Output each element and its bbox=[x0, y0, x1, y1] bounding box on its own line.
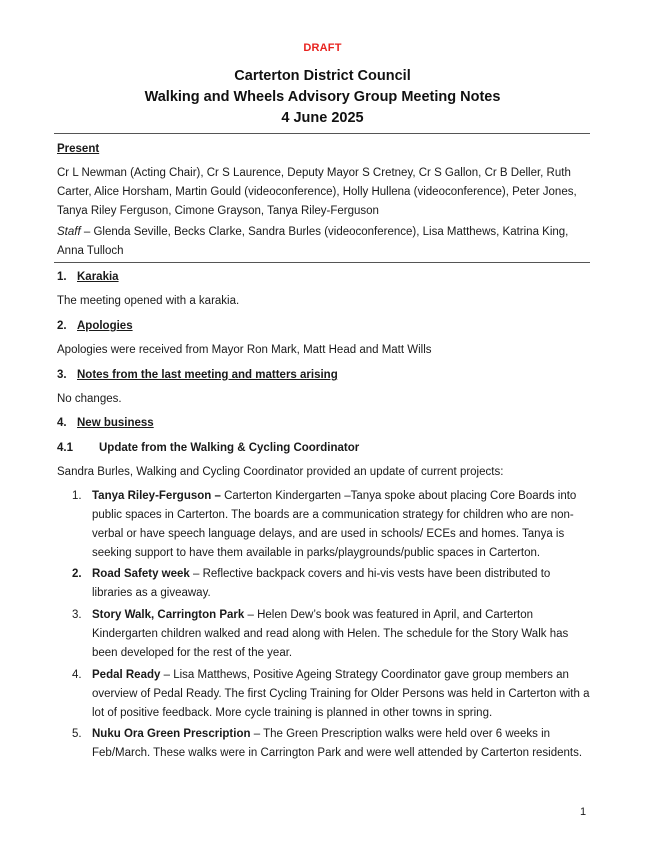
section-heading-apologies: 2. Apologies bbox=[57, 320, 133, 332]
page-number: 1 bbox=[580, 806, 587, 818]
list-item-text: – Lisa Matthews, Positive Ageing Strategy Coordinator gave group members an overview of Pedal Ready. The first Cycling Training for Older Persons was held in Carterton with a lot of positive feedback. More cycle training is planned in other towns in spring. bbox=[92, 669, 590, 719]
divider-top bbox=[54, 133, 590, 134]
list-item-title: Tanya Riley-Ferguson – bbox=[92, 490, 221, 502]
present-heading: Present bbox=[57, 143, 100, 155]
list-item-number: 3. bbox=[72, 609, 82, 621]
staff-list: – Glenda Seville, Becks Clarke, Sandra Burles (videoconference), Lisa Matthews, Katrina King, Anna Tulloch bbox=[57, 226, 569, 257]
document-title bbox=[0, 66, 645, 129]
present-attendees: Cr L Newman (Acting Chair), Cr S Laurence, Deputy Mayor S Cretney, Cr S Gallon, Cr B Deller, Ruth Carter, Alice Horsham, Martin Gould (videoconference), Holly Hullena (videoconference), Peter Jones, Tanya Riley Ferguson, Cimone Grayson, Tanya Riley-Ferguson bbox=[57, 167, 577, 217]
list-item-title: Pedal Ready bbox=[92, 669, 161, 681]
title-date: 4 June 2025 bbox=[281, 110, 364, 126]
list-item bbox=[72, 487, 590, 563]
list-item-number: 5. bbox=[72, 728, 82, 740]
section-heading-notes: 3. Notes from the last meeting and matters arising bbox=[57, 369, 338, 381]
list-item-text: – Reflective backpack covers and hi-vis vests have been distributed to libraries as a giveaway. bbox=[92, 568, 551, 599]
section-body-apologies: Apologies were received from Mayor Ron Mark, Matt Head and Matt Wills bbox=[57, 344, 432, 356]
title-meeting: Walking and Wheels Advisory Group Meeting Notes bbox=[144, 89, 501, 105]
list-item bbox=[72, 725, 590, 763]
section-body-karakia: The meeting opened with a karakia. bbox=[57, 295, 240, 307]
list-item-number: 2. bbox=[72, 568, 82, 580]
list-item-text: Carterton Kindergarten –Tanya spoke about placing Core Boards into public spaces in Carterton. The boards are a communication strategy for children who are non-verbal or have speech language delays, and are used in schools/ ECEs and homes. Tanya is seeking support to have them available in parks/playgrounds/public spaces in Carterton. bbox=[92, 490, 577, 559]
section-body-notes: No changes. bbox=[57, 393, 122, 405]
subsection-heading: 4.1 Update from the Walking & Cycling Coordinator bbox=[57, 442, 360, 454]
section-heading-new-business: 4. New business bbox=[57, 417, 154, 429]
staff-label: Staff bbox=[57, 226, 81, 238]
list-item-title: Story Walk, Carrington Park bbox=[92, 609, 245, 621]
list-item-text: – Helen Dew’s book was featured in April, and Carterton Kindergarten children walked and read along with Helen. The schedule for the Story Walk has been developed for the rest of the year. bbox=[92, 609, 569, 659]
list-item-text: – The Green Prescription walks were held over 6 weeks in Feb/March. These walks were in Carrington Park and were well attended by Carterton residents. bbox=[92, 728, 583, 759]
title-council: Carterton District Council bbox=[234, 68, 411, 84]
list-item-title: Nuku Ora Green Prescription bbox=[92, 728, 251, 740]
section-heading-karakia: 1. Karakia bbox=[57, 271, 119, 283]
subsection-intro: Sandra Burles, Walking and Cycling Coordinator provided an update of current projects: bbox=[57, 466, 504, 478]
list-item-number: 4. bbox=[72, 669, 82, 681]
list-item-title: Road Safety week bbox=[92, 568, 190, 580]
present-staff bbox=[57, 223, 589, 261]
divider-present bbox=[54, 262, 590, 263]
list-item bbox=[72, 666, 590, 723]
list-item bbox=[72, 606, 590, 663]
list-item-number: 1. bbox=[72, 490, 82, 502]
draft-label: DRAFT bbox=[303, 42, 342, 54]
list-item bbox=[72, 565, 590, 603]
